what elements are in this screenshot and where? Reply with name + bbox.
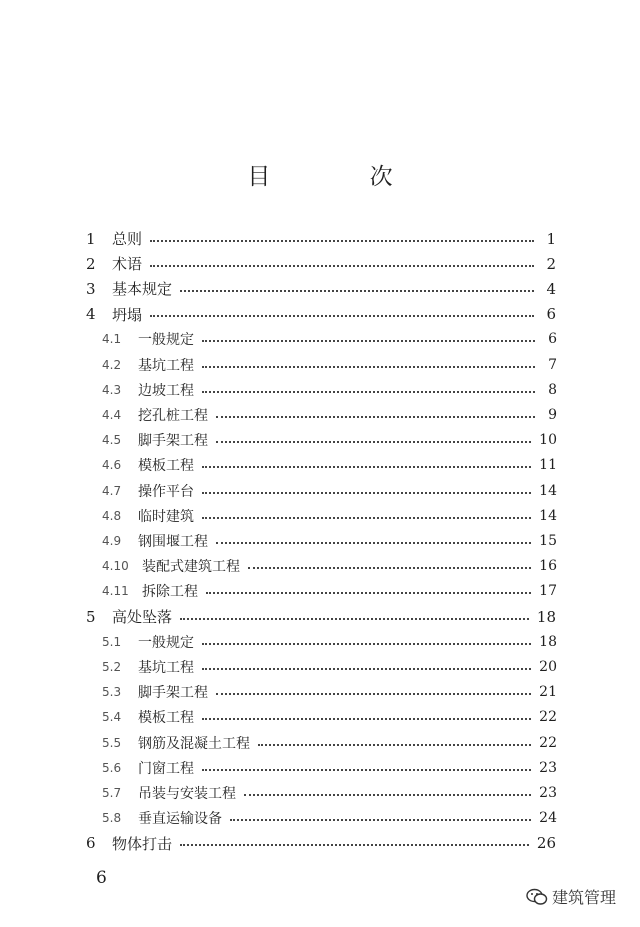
toc-entry-title: 物体打击: [112, 834, 173, 853]
toc-entry-title: 临时建筑: [138, 508, 194, 525]
toc-entry-page: 17: [539, 583, 557, 600]
toc-section-row[interactable]: [102, 377, 557, 402]
toc-leader-dots: [248, 567, 531, 569]
toc-entry-title: 拆除工程: [142, 584, 198, 601]
toc-leader-dots: [244, 794, 531, 796]
toc-entry-page: 22: [539, 709, 557, 726]
toc-leader-dots: [202, 668, 531, 670]
toc-entry-page: 26: [536, 834, 556, 853]
toc-leader-dots: [180, 844, 529, 846]
toc-chapter-row[interactable]: [86, 251, 556, 276]
toc-entry-title: 钢筋及混凝土工程: [138, 735, 250, 752]
toc-entry-page: 10: [539, 432, 557, 449]
toc-entry-title: 边坡工程: [138, 382, 194, 399]
toc-leader-dots: [202, 643, 531, 645]
toc-entry-number: 1: [86, 229, 96, 248]
toc-entry-number: 4.10: [102, 559, 129, 574]
toc-leader-dots: [216, 416, 535, 418]
toc-entry-page: 6: [546, 305, 556, 324]
toc-section-row[interactable]: [102, 705, 557, 730]
toc-entry-page: 7: [548, 356, 557, 373]
toc-entry-page: 14: [539, 482, 557, 499]
toc-entry-number: 4.5: [102, 433, 122, 448]
toc-entry-page: 9: [548, 406, 557, 423]
toc-entry-title: 模板工程: [138, 458, 194, 475]
toc-entry-number: 4.2: [102, 357, 122, 372]
toc-entry-title: 门窗工程: [138, 760, 194, 777]
toc-entry-title: 基坑工程: [138, 659, 194, 676]
toc-entry-page: 14: [539, 507, 557, 524]
toc-entry-title: 挖孔桩工程: [138, 407, 208, 424]
toc-entry-number: 2: [86, 254, 96, 273]
toc-entry-number: 4.7: [102, 483, 122, 498]
toc-entry-title: 总则: [112, 230, 143, 248]
toc-entry-title: 模板工程: [138, 710, 194, 727]
toc-section-row[interactable]: [102, 629, 557, 654]
toc-entry-number: 4: [86, 305, 96, 324]
toc-entry-page: 2: [546, 254, 556, 273]
toc-entry-page: 18: [536, 607, 556, 626]
toc-entry-number: 5.8: [102, 811, 122, 826]
toc-entry-number: 5.2: [102, 659, 122, 674]
toc-entry-title: 脚手架工程: [138, 685, 208, 702]
toc-leader-dots: [230, 819, 531, 821]
toc-leader-dots: [202, 366, 535, 368]
toc-entry-number: 5.3: [102, 685, 122, 700]
toc-section-row[interactable]: [102, 528, 557, 553]
toc-entry-number: 4.6: [102, 458, 122, 473]
wechat-icon: [526, 888, 548, 906]
toc-entry-title: 垂直运输设备: [138, 811, 222, 828]
toc-section-row[interactable]: [102, 554, 557, 579]
toc-title: 目 次: [247, 164, 439, 190]
toc-leader-dots: [202, 769, 531, 771]
toc-chapter-row[interactable]: [86, 276, 556, 301]
toc-entry-number: 5.1: [102, 634, 122, 649]
toc-entry-number: 4.1: [102, 332, 122, 347]
toc-entry-title: 脚手架工程: [138, 433, 208, 450]
toc-entry-number: 3: [86, 279, 96, 298]
toc-entry-title: 操作平台: [138, 483, 194, 500]
toc-entry-title: 一般规定: [138, 332, 194, 349]
toc-leader-dots: [180, 618, 529, 620]
toc-entry-number: 5.6: [102, 760, 122, 775]
toc-entry-title: 坍塌: [112, 305, 143, 324]
toc-section-row[interactable]: [102, 780, 557, 805]
toc-section-row[interactable]: [102, 503, 557, 528]
toc-entry-page: 15: [539, 532, 557, 549]
toc-entry-page: 1: [546, 229, 556, 248]
toc-section-row[interactable]: [102, 428, 557, 453]
page-number: 6: [96, 868, 107, 888]
toc-leader-dots: [216, 542, 531, 544]
toc-entry-title: 高处坠落: [112, 608, 173, 626]
toc-section-row[interactable]: [102, 755, 557, 780]
toc-section-row[interactable]: [102, 654, 557, 679]
toc-chapter-row[interactable]: [86, 831, 556, 856]
toc-entry-number: 4.8: [102, 508, 122, 523]
toc-entry-page: 4: [546, 279, 556, 298]
toc-leader-dots: [202, 340, 535, 342]
toc-section-row[interactable]: [102, 402, 557, 427]
toc-entry-number: 5: [86, 607, 96, 626]
wechat-watermark: [526, 885, 616, 908]
toc-entry-title: 钢围堰工程: [138, 533, 208, 550]
toc-leader-dots: [150, 240, 534, 242]
toc-entry-page: 23: [539, 784, 557, 801]
toc-entry-page: 16: [539, 558, 557, 575]
toc-entry-title: 基坑工程: [138, 357, 194, 374]
toc-leader-dots: [202, 517, 531, 519]
toc-leader-dots: [258, 744, 531, 746]
toc-entry-title: 一般规定: [138, 634, 194, 651]
watermark-text: 建筑管理: [552, 888, 617, 907]
toc-chapter-row[interactable]: [86, 302, 556, 327]
toc-section-row[interactable]: [102, 579, 557, 604]
toc-entry-page: 22: [539, 734, 557, 751]
toc-section-row[interactable]: [102, 478, 557, 503]
toc-entry-page: 20: [539, 658, 557, 675]
toc-entry-title: 装配式建筑工程: [142, 559, 240, 576]
toc-section-row[interactable]: [102, 327, 557, 352]
toc-section-row[interactable]: [102, 680, 557, 705]
toc-entry-page: 21: [539, 684, 557, 701]
toc-entry-number: 4.9: [102, 533, 122, 548]
toc-entry-title: 吊装与安装工程: [138, 785, 236, 802]
toc-chapter-row[interactable]: [86, 226, 556, 251]
toc-entry-page: 24: [539, 810, 557, 827]
toc-chapter-row[interactable]: [86, 604, 556, 629]
toc-leader-dots: [202, 492, 531, 494]
toc-entry-number: 4.11: [102, 584, 129, 599]
toc-entry-page: 6: [548, 331, 557, 348]
toc-section-row[interactable]: [102, 806, 557, 831]
toc-section-row[interactable]: [102, 453, 557, 478]
toc-entry-page: 8: [548, 381, 557, 398]
toc-entry-number: 6: [86, 834, 96, 853]
toc-leader-dots: [216, 693, 531, 695]
toc-entry-number: 4.3: [102, 382, 122, 397]
toc-leader-dots: [206, 592, 531, 594]
toc-entry-page: 23: [539, 759, 557, 776]
toc-section-row[interactable]: [102, 352, 557, 377]
toc-leader-dots: [150, 315, 534, 317]
toc-leader-dots: [180, 290, 534, 292]
toc-entry-title: 术语: [112, 255, 143, 274]
toc-entry-number: 5.7: [102, 785, 122, 800]
toc-entry-page: 11: [539, 457, 557, 474]
toc-entry-number: 4.4: [102, 407, 122, 422]
toc-leader-dots: [150, 265, 534, 267]
toc-entry-number: 5.5: [102, 735, 122, 750]
toc-entry-title: 基本规定: [112, 280, 173, 299]
toc-entry-number: 5.4: [102, 710, 122, 725]
toc-leader-dots: [202, 718, 531, 720]
toc-entry-page: 18: [539, 633, 557, 650]
toc-section-row[interactable]: [102, 730, 557, 755]
toc-leader-dots: [202, 466, 531, 468]
toc-leader-dots: [202, 391, 535, 393]
toc-leader-dots: [216, 441, 531, 443]
